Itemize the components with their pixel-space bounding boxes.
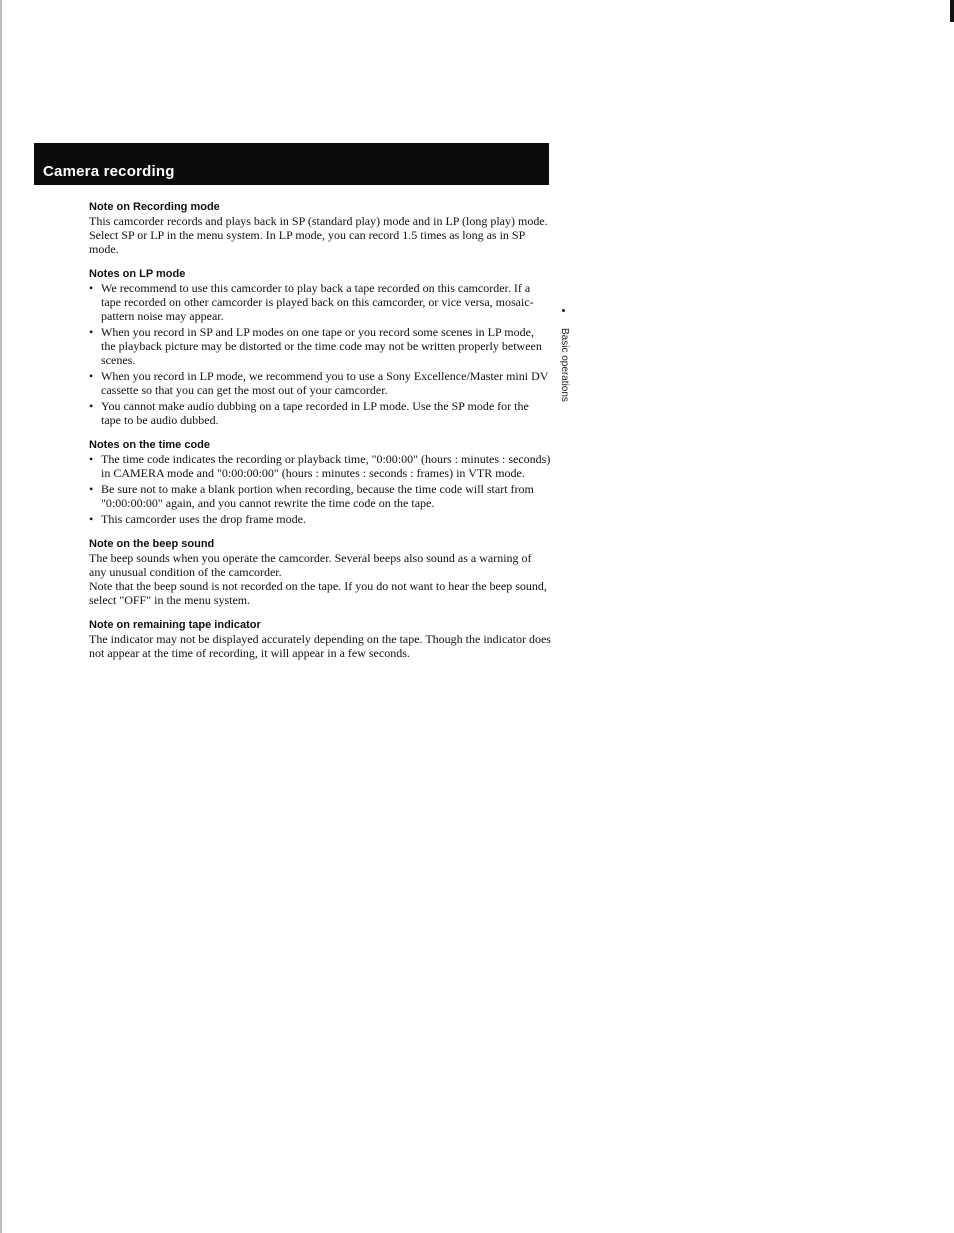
side-tab-marker bbox=[562, 309, 565, 312]
page-edge bbox=[0, 0, 2, 1233]
page-title: Camera recording bbox=[43, 163, 175, 180]
paragraph: Note that the beep sound is not recorded on the tape. If you do not want to hear the beep sound, select "OFF" in the menu system. bbox=[89, 579, 547, 607]
paragraph: This camcorder records and plays back in SP (standard play) mode and in LP (long play) mode. Select SP or LP in the menu system. In LP mode, you can record 1.5 times as long as in SP mode. bbox=[89, 214, 548, 256]
bullet-item: • When you record in SP and LP modes on one tape or you record some scenes in LP mode, the playback picture may be distorted or the time code may not be written properly between scenes. bbox=[89, 325, 551, 367]
bullet-item: • When you record in LP mode, we recommend you to use a Sony Excellence/Master mini DV cassette so that you can get the most out of your camcorder. bbox=[89, 369, 551, 397]
bullet-item: • This camcorder uses the drop frame mode. bbox=[89, 512, 551, 526]
side-tab bbox=[558, 328, 572, 408]
bullet-item: • You cannot make audio dubbing on a tape recorded in LP mode. Use the SP mode for the tape to be audio dubbed. bbox=[89, 399, 551, 427]
section-heading: Notes on the time code bbox=[89, 439, 211, 451]
bullet-item: • The time code indicates the recording or playback time, "0:00:00" (hours : minutes : seconds) in CAMERA mode and "0:00:00:00" (hours : minutes : seconds : frames) in VTR mode. bbox=[89, 452, 551, 480]
bullet-item: • We recommend to use this camcorder to play back a tape recorded on this camcorder. If a tape recorded on other camcorder is played back on this camcorder, or vice versa, mosaic-pattern noise may appear. bbox=[89, 281, 551, 323]
section-heading: Note on Recording mode bbox=[89, 201, 220, 213]
bullet-item: • Be sure not to make a blank portion when recording, because the time code will start from "0:00:00:00" again, and you cannot rewrite the time code on the tape. bbox=[89, 482, 551, 510]
paragraph: The indicator may not be displayed accurately depending on the tape. Though the indicator does not appear at the time of recording, it will appear in a few seconds. bbox=[89, 632, 551, 660]
paragraph: The beep sounds when you operate the camcorder. Several beeps also sound as a warning of any unusual condition of the camcorder. bbox=[89, 551, 532, 579]
document-body bbox=[89, 200, 551, 671]
bullet-list bbox=[89, 452, 551, 526]
section-lp-mode bbox=[89, 267, 551, 427]
section-heading: Note on the beep sound bbox=[89, 538, 215, 550]
section-tape-indicator bbox=[89, 618, 551, 660]
section-title-bar bbox=[34, 143, 549, 185]
section-heading: Note on remaining tape indicator bbox=[89, 619, 261, 631]
section-beep-sound bbox=[89, 537, 551, 607]
section-time-code bbox=[89, 438, 551, 526]
section-heading: Notes on LP mode bbox=[89, 268, 186, 280]
section-recording-mode bbox=[89, 200, 551, 256]
side-tab-label: Basic operations bbox=[559, 328, 570, 402]
bullet-list bbox=[89, 281, 551, 427]
corner-mark bbox=[950, 0, 954, 22]
